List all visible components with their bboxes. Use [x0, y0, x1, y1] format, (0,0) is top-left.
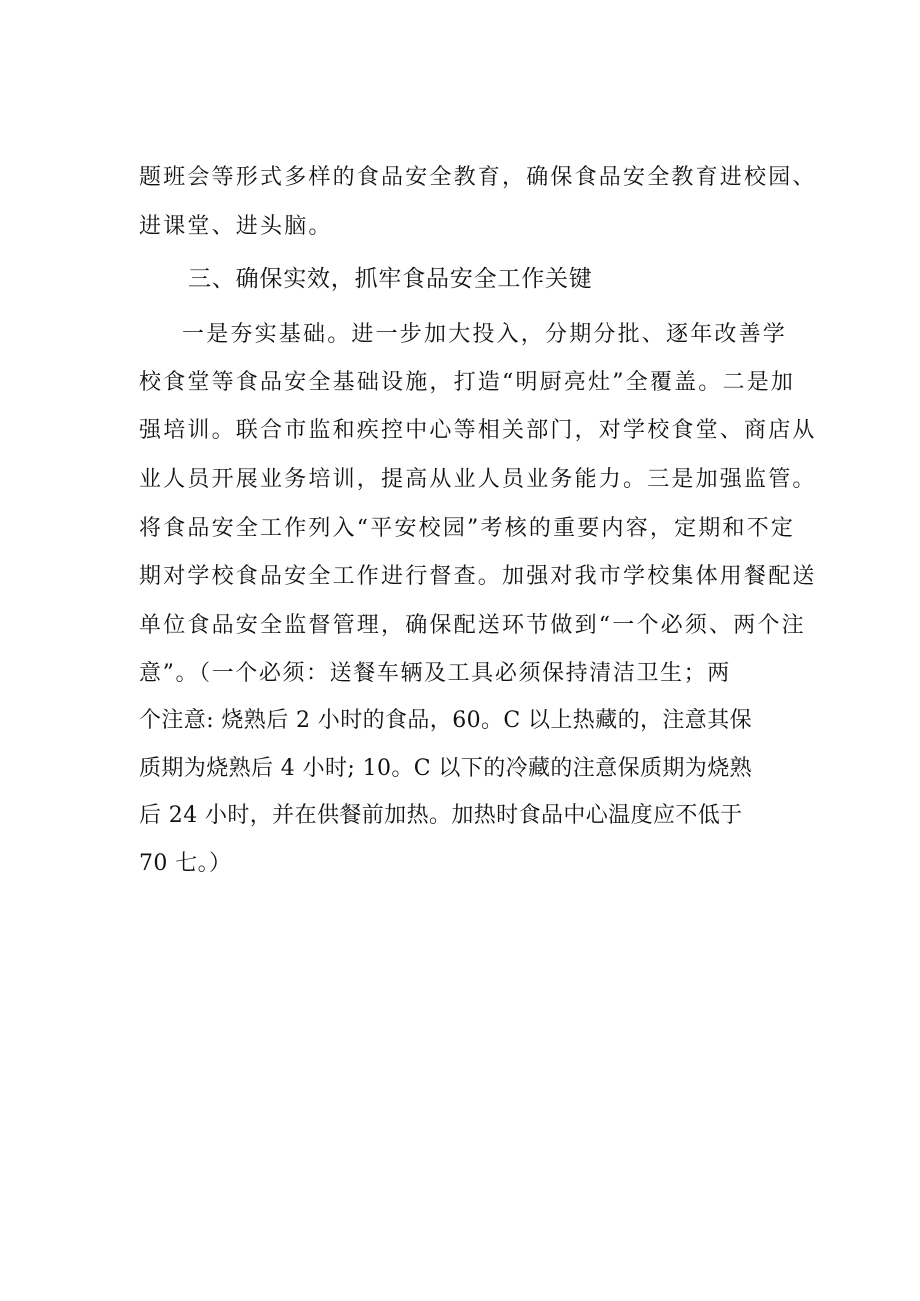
- paragraph-line-3: 一是夯实基础。进一步加大投入，分期分批、逐年改善学: [182, 322, 788, 347]
- paragraph-line-10: 意”。（一个必须：送餐车辆及工具必须保持清洁卫生；两: [139, 661, 731, 686]
- paragraph-line-7: 将食品安全工作列入“平安校园”考核的重要内容，定期和不定: [139, 516, 796, 541]
- paragraph-line-6: 业人员开展业务培训，提高从业人员业务能力。三是加强监管。: [139, 467, 817, 492]
- paragraph-line-9: 单位食品安全监督管理，确保配送环节做到“一个必须、两个注: [139, 613, 806, 638]
- paragraph-line-5: 强培训。联合市监和疾控中心等相关部门，对学校食堂、商店从: [139, 418, 817, 443]
- paragraph-line-8: 期对学校食品安全工作进行督查。加强对我市学校集体用餐配送: [139, 564, 817, 589]
- paragraph-line-1: 题班会等形式多样的食品安全教育，确保食品安全教育进校园、: [139, 165, 817, 190]
- paragraph-line-12: 质期为烧熟后 4 小时; 10。C 以下的冷藏的注意保质期为烧熟: [139, 756, 753, 781]
- section-heading: 三、确保实效，抓牢食品安全工作关键: [188, 266, 593, 292]
- paragraph-line-4: 校食堂等食品安全基础设施，打造“明厨亮灶”全覆盖。二是加: [139, 370, 796, 395]
- paragraph-line-11: 个注意: 烧熟后 2 小时的食品，60。C 以上热藏的，注意其保: [139, 708, 753, 733]
- paragraph-line-2: 进课堂、进头脑。: [139, 214, 333, 239]
- paragraph-line-14: 70 七。）: [139, 851, 232, 876]
- paragraph-line-13: 后 24 小时，并在供餐前加热。加热时食品中心温度应不低于: [139, 803, 743, 828]
